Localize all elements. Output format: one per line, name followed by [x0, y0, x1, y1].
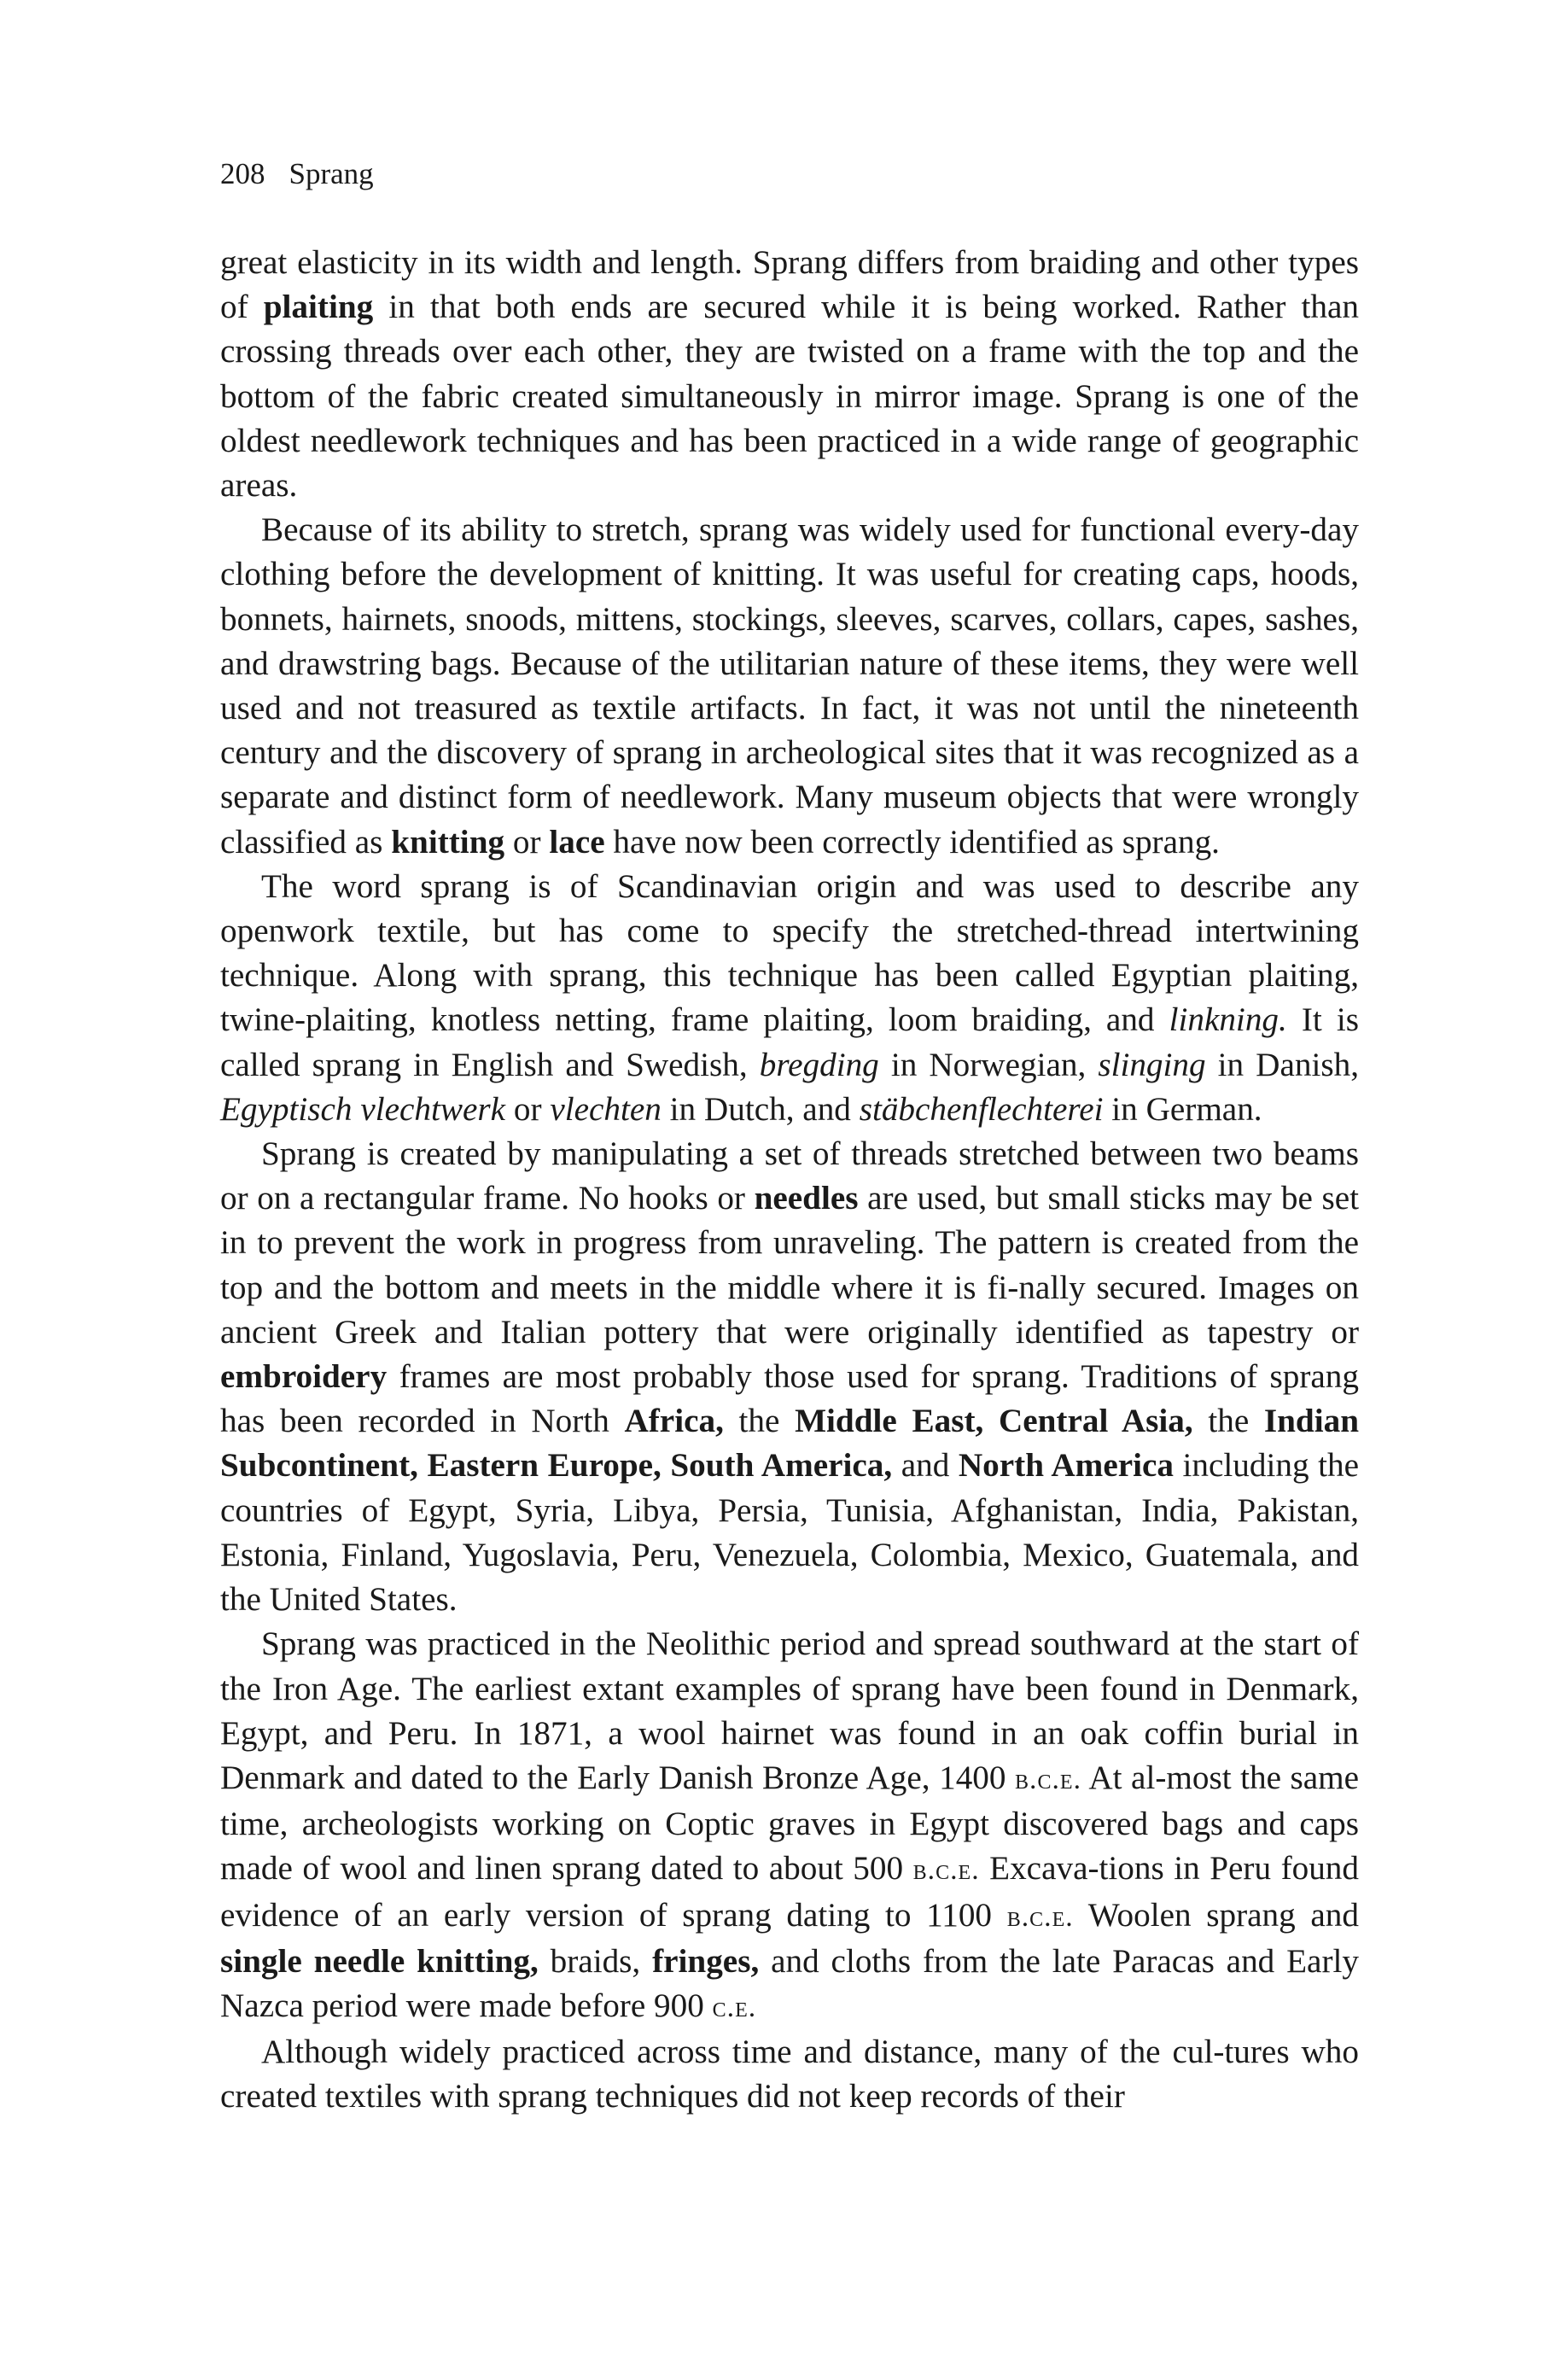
- cross-reference-term: plaiting: [263, 289, 374, 326]
- foreign-term: stäbchenflechterei: [859, 1090, 1104, 1128]
- text-run: Excava-tions in Peru found evidence of an early version of sprang dating to 1100: [220, 1850, 1359, 1934]
- era-abbreviation: c.e.: [712, 1991, 757, 2023]
- text-run: in Norwegian,: [878, 1046, 1099, 1083]
- cross-reference-term: North America: [958, 1447, 1174, 1485]
- foreign-term: bregding: [759, 1046, 879, 1083]
- cross-reference-term: needles: [754, 1180, 859, 1217]
- era-abbreviation: b.c.e.: [1014, 1763, 1082, 1795]
- text-run: in Danish,: [1205, 1046, 1359, 1083]
- cross-reference-term: knitting: [391, 823, 505, 861]
- text-run: frames are most probably those used for sprang. Traditions of sprang has been recorded in North: [220, 1358, 1359, 1440]
- text-run: great elasticity in its width and length. Sprang differs from braiding and other types of: [220, 244, 1359, 326]
- cross-reference-term: Middle East, Central Asia,: [795, 1403, 1193, 1440]
- text-run: in that both ends are secured while it is being worked. Rather than crossing threads over each other, they are twisted on a frame with the top and the bottom of the fabric created simultaneously in mirror image. Sprang is one of the oldest needlework techniques and has been practiced in a wide range of geographic areas.: [220, 289, 1359, 505]
- paragraph-3: [220, 865, 1359, 1132]
- text-run: have now been correctly identified as sprang.: [604, 823, 1220, 861]
- text-run: Although widely practiced across time and distance, many of the cul-tures who created textiles with sprang techniques did not keep records of their: [220, 2033, 1359, 2115]
- paragraph-1: [220, 241, 1359, 508]
- text-run: or: [504, 823, 550, 861]
- text-run: in German.: [1103, 1090, 1262, 1128]
- cross-reference-term: Africa,: [624, 1403, 724, 1440]
- text-run: Sprang is created by manipulating a set of threads stretched between two beams or on a rectangular frame. No hooks or: [220, 1135, 1359, 1217]
- text-run: in Dutch, and: [661, 1090, 860, 1128]
- cross-reference-term: embroidery: [220, 1358, 388, 1396]
- cross-reference-term: fringes,: [652, 1942, 760, 1980]
- text-run: braids,: [538, 1942, 653, 1980]
- text-run: and: [892, 1447, 959, 1485]
- era-abbreviation: b.c.e.: [1006, 1900, 1074, 1933]
- text-run: Because of its ability to stretch, sprang was widely used for functional every-day clothing before the development of knitting. It was useful for creating caps, hoods, bonnets, hairnets, snoods, mittens, stockings, sleeves, scarves, collars, capes, sashes, and drawstring bags. Because of the utilitarian nature of these items, they were well used and not treasured as textile artifacts. In fact, it was not until the nineteenth century and the discovery of sprang in archeological sites that it was recognized as a separate and distinct form of needlework. Many museum objects that were wrongly classified as: [220, 511, 1359, 861]
- cross-reference-term: Indian Subcontinent, Eastern Europe, South America,: [220, 1403, 1359, 1485]
- foreign-term: Egyptisch vlechtwerk: [220, 1090, 506, 1128]
- cross-reference-term: single needle knitting,: [220, 1942, 539, 1980]
- book-page: [220, 152, 1359, 2120]
- page-number: 208: [220, 157, 265, 190]
- cross-reference-term: lace: [549, 823, 605, 861]
- text-run: or: [505, 1090, 551, 1128]
- text-run: the: [723, 1403, 796, 1440]
- paragraph-5: [220, 1622, 1359, 2030]
- text-run: the: [1192, 1403, 1264, 1440]
- text-run: and cloths from the late Paracas and Early Nazca period were made before 900: [220, 1942, 1359, 2024]
- text-run: including the countries of Egypt, Syria, Libya, Persia, Tunisia, Afghanistan, India, Pakistan, Estonia, Finland, Yugoslavia, Peru, Venezuela, Colombia, Mexico, Guatemala, and the United States.: [220, 1447, 1359, 1619]
- foreign-term: slinging: [1098, 1046, 1206, 1083]
- paragraph-4: [220, 1132, 1359, 1622]
- text-run: The word sprang is of Scandinavian origin and was used to describe any openwork textile, but has come to specify the stretched-thread intertwining technique. Along with sprang, this technique has been called Egyptian plaiting, twine-plaiting, knotless netting, frame plaiting, loom braiding, and: [220, 867, 1359, 1039]
- era-abbreviation: b.c.e.: [912, 1854, 980, 1887]
- text-run: At al-most the same time, archeologists working on Coptic graves in Egypt discovered bags and caps made of wool and linen sprang dated to about 500: [220, 1759, 1359, 1888]
- running-head-title: Sprang: [289, 157, 374, 190]
- paragraph-6: [220, 2030, 1359, 2119]
- body-text: [220, 241, 1359, 2120]
- text-run: Sprang was practiced in the Neolithic period and spread southward at the start of the Iron Age. The earliest extant examples of sprang have been found in Denmark, Egypt, and Peru. In 1871, a wool hairnet was found in an oak coffin burial in Denmark and dated to the Early Danish Bronze Age, 1400: [220, 1625, 1359, 1796]
- foreign-term: linkning.: [1169, 1001, 1287, 1039]
- text-run: It is called sprang in English and Swedish,: [220, 1001, 1359, 1083]
- text-run: are used, but small sticks may be set in to prevent the work in progress from unraveling. The pattern is created from the top and the bottom and meets in the middle where it is fi-nally secured. Images on ancient Greek and Italian pottery that were originally identified as tapestry or: [220, 1180, 1359, 1351]
- paragraph-2: [220, 508, 1359, 865]
- foreign-term: vlechten: [550, 1090, 662, 1128]
- running-head: [220, 152, 1359, 196]
- text-run: Woolen sprang and: [1073, 1896, 1359, 1934]
